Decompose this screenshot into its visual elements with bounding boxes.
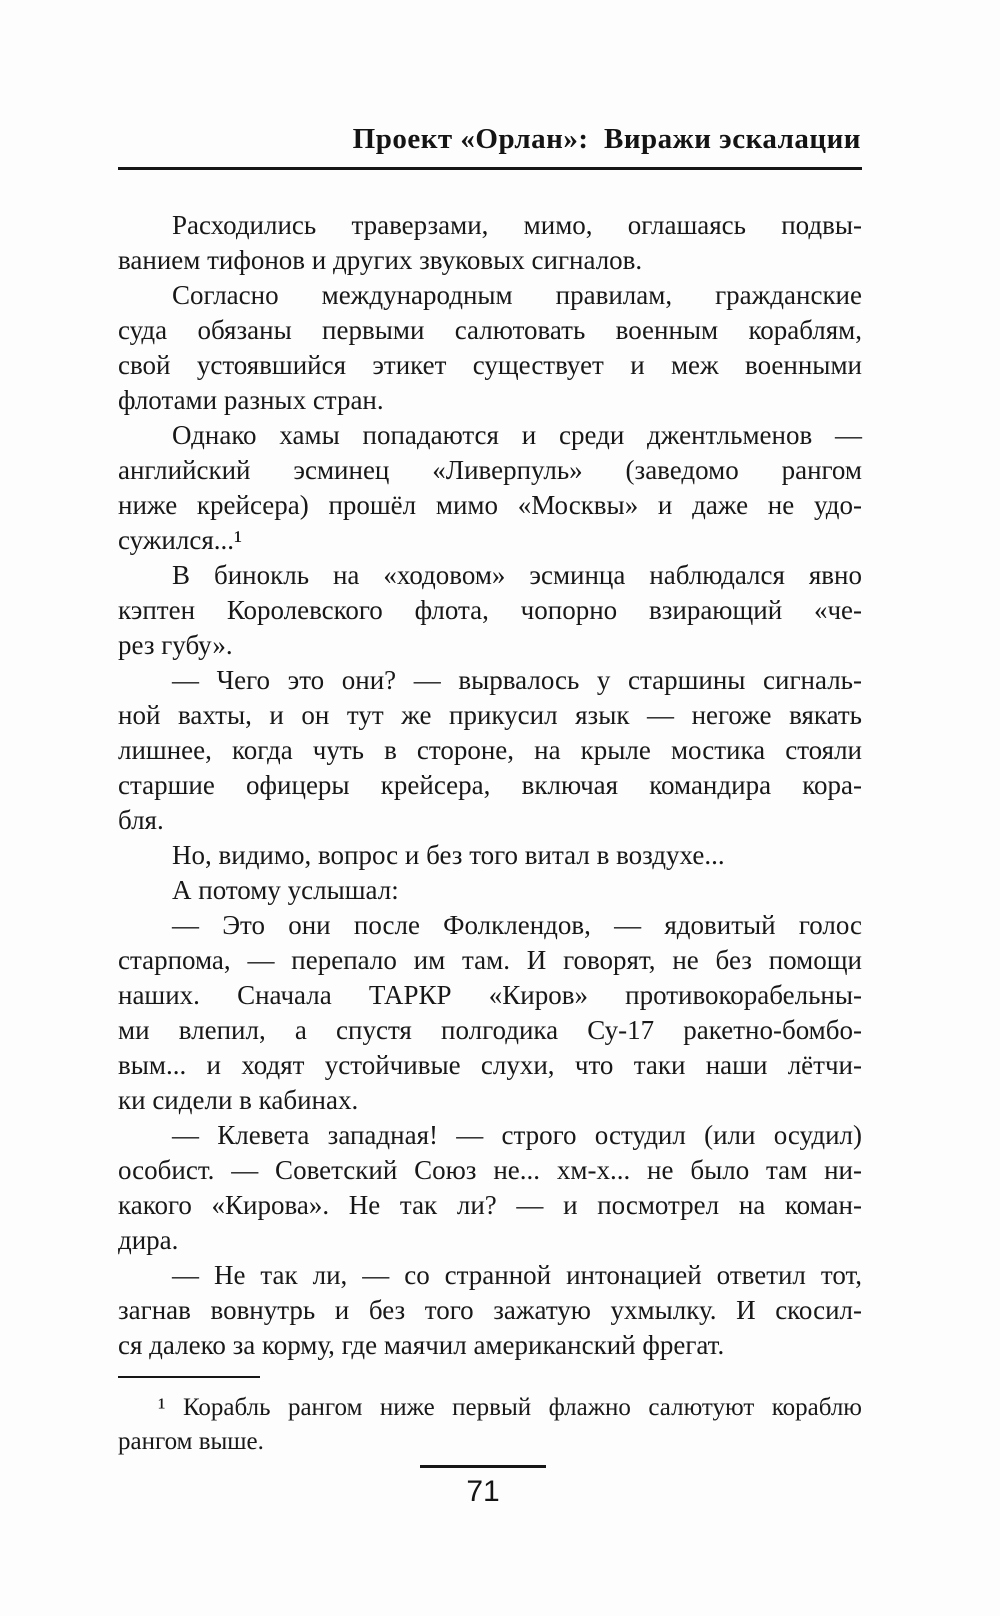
body-line: Согласно международным правилам, гражданские [172, 280, 862, 310]
body-line: рез губу». [118, 630, 233, 660]
paragraph [118, 558, 862, 663]
footnote-line: рангом выше. [118, 1428, 264, 1455]
footnote-line: ¹ Корабль рангом ниже первый флажно салютуют кораблю [158, 1394, 862, 1421]
body-line: загнав вовнутрь и без того зажатую ухмылку. И скосил- [118, 1295, 862, 1325]
body-line: ся далеко за корму, где маячил американский фрегат. [118, 1330, 725, 1360]
body-line: — Клевета западная! — строго остудил (или осудил) [172, 1120, 862, 1150]
body-line: сужился...¹ [118, 525, 243, 555]
paragraph [118, 838, 862, 873]
body-line: Но, видимо, вопрос и без того витал в воздухе... [172, 840, 725, 870]
body-line: лишнее, когда чуть в стороне, на крыле мостика стояли [118, 735, 862, 765]
body-line: — Не так ли, — со странной интонацией ответил тот, [172, 1260, 862, 1290]
body-line: старпома, — перепало им там. И говорят, не без помощи [118, 945, 862, 975]
body-line: В бинокль на «ходовом» эсминца наблюдался явно [172, 560, 862, 590]
body-line: — Чего это они? — вырвалось у старшины сигналь- [172, 665, 862, 695]
body-line: какого «Кирова». Не так ли? — и посмотрел на коман- [118, 1190, 862, 1220]
body-line: дира. [118, 1225, 179, 1255]
page-number: 71 [466, 1475, 500, 1508]
paragraph [118, 418, 862, 558]
body-line: флотами разных стран. [118, 385, 384, 415]
body-line: наших. Сначала ТАРКР «Киров» противокорабельны- [118, 980, 862, 1010]
body-text [118, 208, 862, 1363]
body-line: вым... и ходят устойчивые слухи, что таки наши лётчи- [118, 1050, 862, 1080]
paragraph [118, 663, 862, 838]
body-line: А потому услышал: [172, 875, 399, 905]
footnote-separator-rule [118, 1376, 260, 1378]
page-number-rule [420, 1465, 546, 1468]
paragraph [118, 908, 862, 1118]
paragraph [118, 278, 862, 418]
paragraph [118, 208, 862, 278]
paragraph [118, 1118, 862, 1258]
body-line: Расходились траверзами, мимо, оглашаясь подвы- [172, 210, 862, 240]
body-line: особист. — Советский Союз не... хм-х... не было там ни- [118, 1155, 862, 1185]
body-line: бля. [118, 805, 164, 835]
body-line: кэптен Королевского флота, чопорно взирающий «че- [118, 595, 862, 625]
running-head-title: Проект «Орлан»: Виражи эскалации [352, 123, 861, 155]
body-line: английский эсминец «Ливерпуль» (заведомо рангом [118, 455, 862, 485]
body-line: старшие офицеры крейсера, включая командира кора- [118, 770, 862, 800]
paragraph [118, 873, 862, 908]
body-line: ванием тифонов и других звуковых сигналов. [118, 245, 643, 275]
footnote [118, 1391, 862, 1459]
paragraph [118, 1258, 862, 1363]
body-line: свой устоявшийся этикет существует и меж военными [118, 350, 862, 380]
header-rule [118, 167, 862, 170]
body-line: — Это они после Фолклендов, — ядовитый голос [172, 910, 862, 940]
body-line: ниже крейсера) прошёл мимо «Москвы» и даже не удо- [118, 490, 862, 520]
body-line: ки сидели в кабинах. [118, 1085, 359, 1115]
body-line: ми влепил, а спустя полгодика Су-17 ракетно-бомбо- [118, 1015, 862, 1045]
body-line: Однако хамы попадаются и среди джентльменов — [172, 420, 862, 450]
body-line: ной вахты, и он тут же прикусил язык — негоже вякать [118, 700, 862, 730]
body-line: суда обязаны первыми салютовать военным кораблям, [118, 315, 862, 345]
